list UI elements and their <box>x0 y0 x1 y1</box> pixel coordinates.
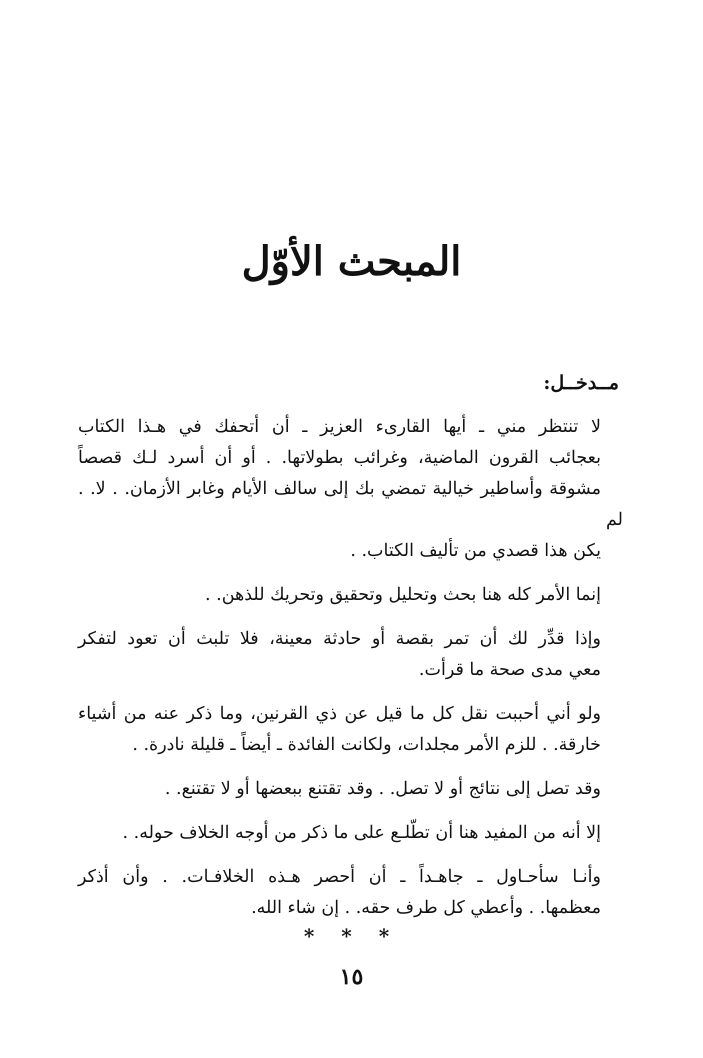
text-line: معظمها. . وأعطي كل طرف حقه. . إن شاء الله. <box>251 898 601 918</box>
text-line: ولو أني أحببت نقل كل ما قيل عن ذي القرنين، وما ذكر عنه من أشياء <box>78 704 601 724</box>
text-line: إنما الأمر كله هنا بحث وتحليل وتحقيق وتحريك للذهن. . <box>205 585 601 605</box>
paragraph <box>78 818 623 849</box>
text-line: إلا أنه من المفيد هنا أن تطّلـع على ما ذكر من أوجه الخلاف حوله. . <box>122 823 601 843</box>
text-line: وأنـا سأحـاول ـ جاهـداً ـ أن أحصر هـذه الخلافـات. . وأن أذكر <box>78 867 601 887</box>
page-number: ١٥ <box>339 964 364 990</box>
chapter-title: المبحث الأوّل <box>241 238 462 285</box>
text-line: لا تنتظر مني ـ أيها القارىء العزيز ـ أن أتحفك في هـذا الكتاب <box>78 417 601 437</box>
section-heading: مــدخــل: <box>543 372 619 394</box>
paragraph <box>78 862 623 924</box>
paragraph <box>78 699 623 761</box>
section-separator: * * * <box>303 924 400 948</box>
text-line: بعجائب القرون الماضية، وغرائب بطولاتها. . أو أن أسرد لـك قصصاً <box>78 448 601 468</box>
text-line: معي مدى صحة ما قرأت. <box>418 660 601 680</box>
paragraph <box>78 580 623 611</box>
text-line: وقد تصل إلى نتائج أو لا تصل. . وقد تقتنع ببعضها أو لا تقتنع. . <box>164 779 601 799</box>
body-text <box>78 412 623 937</box>
paragraph <box>78 624 623 686</box>
paragraph <box>78 412 623 567</box>
text-line: خارقة. . للزم الأمر مجلدات، ولكانت الفائدة ـ أيضاً ـ قليلة نادرة. . <box>132 735 601 755</box>
text-line: وإذا قدِّر لك أن تمر بقصة أو حادثة معينة، فلا تلبث أن تعود لتفكر <box>78 629 601 649</box>
paragraph <box>78 774 623 805</box>
text-line: يكن هذا قصدي من تأليف الكتاب. . <box>350 541 601 561</box>
text-line: مشوقة وأساطير خيالية تمضي بك إلى سالف الأيام وغابر الأزمان. . لا. . لم <box>78 479 623 530</box>
